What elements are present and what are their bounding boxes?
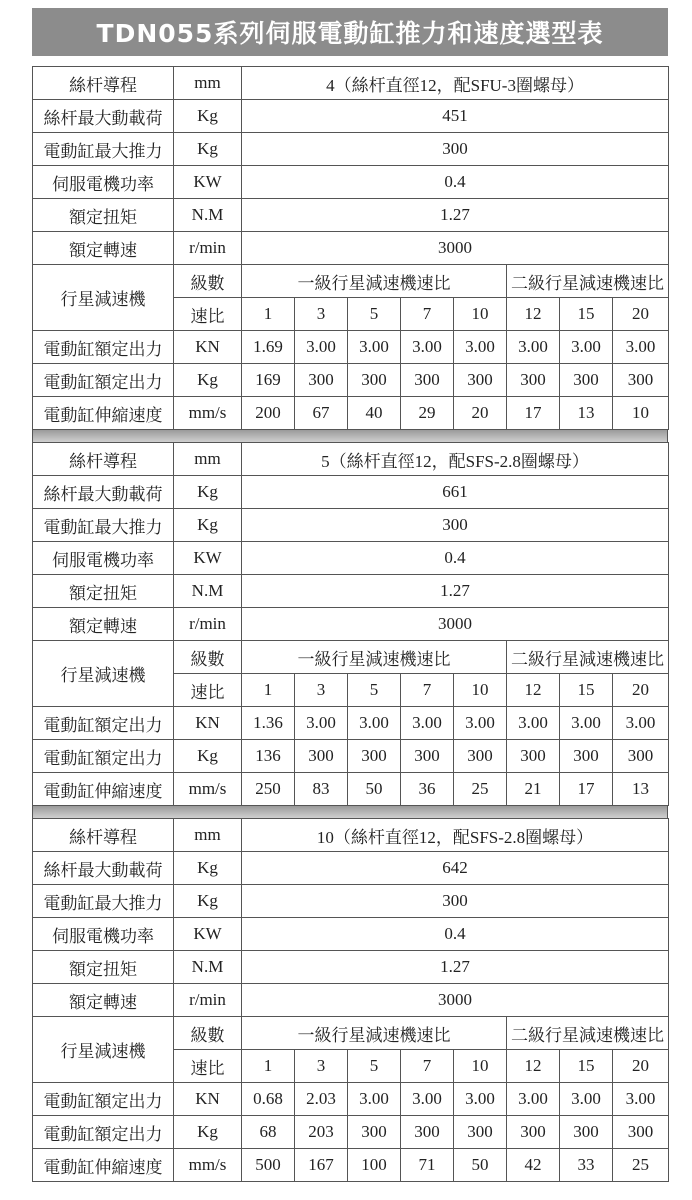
max-thrust-value: 300 <box>242 885 669 918</box>
speed-value: 25 <box>454 773 507 806</box>
motor-power-unit: KW <box>174 166 242 199</box>
table-row <box>33 265 669 298</box>
rated-speed-unit: r/min <box>174 232 242 265</box>
max-load-unit: Kg <box>174 100 242 133</box>
table-row <box>33 608 669 641</box>
ratio-cell: 10 <box>454 674 507 707</box>
stage1-ratio-header: 一級行星減速機速比 <box>242 641 507 674</box>
output-kg-label: 電動缸額定出力 <box>33 364 174 397</box>
max-thrust-unit: Kg <box>174 133 242 166</box>
rated-speed-label: 額定轉速 <box>33 232 174 265</box>
ratio-cell: 5 <box>348 674 401 707</box>
max-thrust-unit: Kg <box>174 885 242 918</box>
table-row <box>33 918 669 951</box>
output-kn-value: 3.00 <box>613 331 669 364</box>
ratio-cell: 15 <box>560 1050 613 1083</box>
output-kg-label: 電動缸額定出力 <box>33 740 174 773</box>
output-kn-value: 2.03 <box>295 1083 348 1116</box>
output-kg-value: 300 <box>295 740 348 773</box>
rated-torque-label: 額定扭矩 <box>33 951 174 984</box>
speed-value: 50 <box>454 1149 507 1182</box>
table-row <box>33 166 669 199</box>
output-kn-value: 3.00 <box>560 1083 613 1116</box>
ratio-cell: 3 <box>295 1050 348 1083</box>
stage1-ratio-header: 一級行星減速機速比 <box>242 265 507 298</box>
output-kn-value: 3.00 <box>348 1083 401 1116</box>
output-kn-label: 電動缸額定出力 <box>33 331 174 364</box>
output-kg-value: 68 <box>242 1116 295 1149</box>
lead-value: 4（絲杆直徑12，配SFU-3圈螺母） <box>242 67 669 100</box>
gearbox-label: 行星減速機 <box>33 641 174 707</box>
output-kg-value: 300 <box>454 1116 507 1149</box>
spec-tables <box>32 66 668 1182</box>
speed-value: 200 <box>242 397 295 430</box>
output-kg-value: 300 <box>295 364 348 397</box>
rated-torque-unit: N.M <box>174 575 242 608</box>
table-row <box>33 542 669 575</box>
motor-power-label: 伺服電機功率 <box>33 542 174 575</box>
output-kn-value: 3.00 <box>454 331 507 364</box>
gearbox-level-label: 級數 <box>174 641 242 674</box>
gearbox-ratio-label: 速比 <box>174 1050 242 1083</box>
rated-torque-label: 額定扭矩 <box>33 199 174 232</box>
table-row <box>33 641 669 674</box>
speed-value: 10 <box>613 397 669 430</box>
table-row <box>33 707 669 740</box>
gearbox-ratio-label: 速比 <box>174 674 242 707</box>
gearbox-level-label: 級數 <box>174 1017 242 1050</box>
output-kn-label: 電動缸額定出力 <box>33 1083 174 1116</box>
max-thrust-label: 電動缸最大推力 <box>33 133 174 166</box>
output-kn-value: 1.36 <box>242 707 295 740</box>
output-kg-value: 300 <box>348 1116 401 1149</box>
table-row <box>33 133 669 166</box>
motor-power-value: 0.4 <box>242 918 669 951</box>
speed-value: 33 <box>560 1149 613 1182</box>
output-kn-value: 3.00 <box>507 1083 560 1116</box>
max-load-value: 451 <box>242 100 669 133</box>
table-row <box>33 773 669 806</box>
output-kn-value: 3.00 <box>560 331 613 364</box>
rated-speed-unit: r/min <box>174 608 242 641</box>
ratio-cell: 7 <box>401 1050 454 1083</box>
speed-label: 電動缸伸縮速度 <box>33 1149 174 1182</box>
rated-torque-unit: N.M <box>174 199 242 232</box>
ratio-cell: 7 <box>401 298 454 331</box>
output-kg-label: 電動缸額定出力 <box>33 1116 174 1149</box>
lead-unit: mm <box>174 443 242 476</box>
max-thrust-label: 電動缸最大推力 <box>33 885 174 918</box>
output-kg-value: 300 <box>560 740 613 773</box>
table-row <box>33 575 669 608</box>
speed-value: 100 <box>348 1149 401 1182</box>
speed-value: 17 <box>507 397 560 430</box>
output-kn-unit: KN <box>174 331 242 364</box>
stage1-ratio-header: 一級行星減速機速比 <box>242 1017 507 1050</box>
ratio-cell: 20 <box>613 1050 669 1083</box>
speed-value: 67 <box>295 397 348 430</box>
lead-label: 絲杆導程 <box>33 443 174 476</box>
motor-power-value: 0.4 <box>242 542 669 575</box>
output-kn-value: 3.00 <box>613 1083 669 1116</box>
table-row <box>33 1017 669 1050</box>
speed-value: 13 <box>560 397 613 430</box>
max-thrust-label: 電動缸最大推力 <box>33 509 174 542</box>
table-row <box>33 443 669 476</box>
gearbox-label: 行星減速機 <box>33 265 174 331</box>
rated-torque-label: 額定扭矩 <box>33 575 174 608</box>
ratio-cell: 12 <box>507 1050 560 1083</box>
output-kg-value: 136 <box>242 740 295 773</box>
speed-value: 21 <box>507 773 560 806</box>
speed-unit: mm/s <box>174 773 242 806</box>
ratio-cell: 10 <box>454 298 507 331</box>
output-kn-value: 3.00 <box>507 331 560 364</box>
output-kg-unit: Kg <box>174 740 242 773</box>
table-row <box>33 1116 669 1149</box>
output-kn-value: 3.00 <box>401 707 454 740</box>
motor-power-unit: KW <box>174 542 242 575</box>
speed-value: 40 <box>348 397 401 430</box>
output-kg-value: 300 <box>348 740 401 773</box>
table-row <box>33 232 669 265</box>
output-kg-value: 169 <box>242 364 295 397</box>
speed-value: 29 <box>401 397 454 430</box>
speed-value: 83 <box>295 773 348 806</box>
ratio-cell: 10 <box>454 1050 507 1083</box>
speed-label: 電動缸伸縮速度 <box>33 773 174 806</box>
output-kg-value: 300 <box>560 1116 613 1149</box>
ratio-cell: 12 <box>507 298 560 331</box>
lead-label: 絲杆導程 <box>33 819 174 852</box>
speed-unit: mm/s <box>174 1149 242 1182</box>
output-kn-value: 3.00 <box>348 331 401 364</box>
ratio-cell: 20 <box>613 674 669 707</box>
output-kn-value: 3.00 <box>348 707 401 740</box>
gearbox-label: 行星減速機 <box>33 1017 174 1083</box>
max-load-label: 絲杆最大動載荷 <box>33 476 174 509</box>
speed-value: 13 <box>613 773 669 806</box>
ratio-cell: 1 <box>242 298 295 331</box>
output-kn-value: 3.00 <box>507 707 560 740</box>
speed-value: 25 <box>613 1149 669 1182</box>
output-kg-value: 300 <box>454 364 507 397</box>
lead-unit: mm <box>174 67 242 100</box>
output-kg-unit: Kg <box>174 364 242 397</box>
page-title: TDN055系列伺服電動缸推力和速度選型表 <box>32 8 668 56</box>
ratio-cell: 15 <box>560 298 613 331</box>
gearbox-level-label: 級數 <box>174 265 242 298</box>
output-kg-value: 300 <box>348 364 401 397</box>
lead-value: 5（絲杆直徑12，配SFS-2.8圈螺母） <box>242 443 669 476</box>
output-kg-value: 300 <box>507 1116 560 1149</box>
speed-value: 36 <box>401 773 454 806</box>
table-row <box>33 984 669 1017</box>
ratio-cell: 15 <box>560 674 613 707</box>
rated-speed-unit: r/min <box>174 984 242 1017</box>
output-kn-value: 3.00 <box>454 1083 507 1116</box>
max-thrust-value: 300 <box>242 509 669 542</box>
table-row <box>33 331 669 364</box>
max-thrust-unit: Kg <box>174 509 242 542</box>
speed-value: 17 <box>560 773 613 806</box>
rated-speed-label: 額定轉速 <box>33 984 174 1017</box>
speed-value: 500 <box>242 1149 295 1182</box>
rated-speed-value: 3000 <box>242 984 669 1017</box>
output-kg-value: 300 <box>613 1116 669 1149</box>
output-kg-value: 300 <box>507 740 560 773</box>
speed-value: 42 <box>507 1149 560 1182</box>
table-row <box>33 885 669 918</box>
spec-table <box>32 66 669 430</box>
gearbox-ratio-label: 速比 <box>174 298 242 331</box>
output-kn-value: 3.00 <box>295 331 348 364</box>
ratio-cell: 1 <box>242 1050 295 1083</box>
rated-speed-value: 3000 <box>242 608 669 641</box>
table-row <box>33 199 669 232</box>
output-kn-value: 3.00 <box>613 707 669 740</box>
max-load-label: 絲杆最大動載荷 <box>33 100 174 133</box>
max-load-unit: Kg <box>174 852 242 885</box>
output-kn-value: 3.00 <box>560 707 613 740</box>
stage2-ratio-header: 二級行星減速機速比 <box>507 265 669 298</box>
ratio-cell: 1 <box>242 674 295 707</box>
section-divider <box>32 430 668 442</box>
rated-torque-unit: N.M <box>174 951 242 984</box>
ratio-cell: 5 <box>348 1050 401 1083</box>
output-kn-value: 1.69 <box>242 331 295 364</box>
table-row <box>33 67 669 100</box>
max-load-label: 絲杆最大動載荷 <box>33 852 174 885</box>
rated-torque-value: 1.27 <box>242 199 669 232</box>
output-kg-value: 300 <box>560 364 613 397</box>
output-kg-value: 300 <box>454 740 507 773</box>
rated-torque-value: 1.27 <box>242 575 669 608</box>
table-row <box>33 364 669 397</box>
output-kg-value: 203 <box>295 1116 348 1149</box>
table-row <box>33 100 669 133</box>
output-kn-value: 3.00 <box>401 1083 454 1116</box>
motor-power-label: 伺服電機功率 <box>33 166 174 199</box>
ratio-cell: 20 <box>613 298 669 331</box>
ratio-cell: 7 <box>401 674 454 707</box>
max-load-unit: Kg <box>174 476 242 509</box>
table-row <box>33 476 669 509</box>
output-kg-unit: Kg <box>174 1116 242 1149</box>
table-row <box>33 740 669 773</box>
output-kg-value: 300 <box>507 364 560 397</box>
stage2-ratio-header: 二級行星減速機速比 <box>507 1017 669 1050</box>
rated-speed-label: 額定轉速 <box>33 608 174 641</box>
table-row <box>33 852 669 885</box>
speed-value: 50 <box>348 773 401 806</box>
output-kn-value: 3.00 <box>295 707 348 740</box>
table-row <box>33 1083 669 1116</box>
lead-label: 絲杆導程 <box>33 67 174 100</box>
speed-unit: mm/s <box>174 397 242 430</box>
output-kg-value: 300 <box>613 740 669 773</box>
table-row <box>33 819 669 852</box>
rated-torque-value: 1.27 <box>242 951 669 984</box>
motor-power-label: 伺服電機功率 <box>33 918 174 951</box>
output-kn-label: 電動缸額定出力 <box>33 707 174 740</box>
motor-power-unit: KW <box>174 918 242 951</box>
output-kg-value: 300 <box>613 364 669 397</box>
speed-value: 20 <box>454 397 507 430</box>
speed-value: 167 <box>295 1149 348 1182</box>
ratio-cell: 12 <box>507 674 560 707</box>
table-row <box>33 951 669 984</box>
output-kn-value: 0.68 <box>242 1083 295 1116</box>
output-kg-value: 300 <box>401 364 454 397</box>
max-load-value: 661 <box>242 476 669 509</box>
table-row <box>33 509 669 542</box>
ratio-cell: 5 <box>348 298 401 331</box>
output-kg-value: 300 <box>401 740 454 773</box>
speed-value: 250 <box>242 773 295 806</box>
spec-table <box>32 818 669 1182</box>
section-divider <box>32 806 668 818</box>
output-kn-value: 3.00 <box>454 707 507 740</box>
spec-table <box>32 442 669 806</box>
output-kg-value: 300 <box>401 1116 454 1149</box>
table-row <box>33 1149 669 1182</box>
lead-unit: mm <box>174 819 242 852</box>
rated-speed-value: 3000 <box>242 232 669 265</box>
stage2-ratio-header: 二級行星減速機速比 <box>507 641 669 674</box>
speed-label: 電動缸伸縮速度 <box>33 397 174 430</box>
ratio-cell: 3 <box>295 674 348 707</box>
output-kn-unit: KN <box>174 1083 242 1116</box>
motor-power-value: 0.4 <box>242 166 669 199</box>
output-kn-unit: KN <box>174 707 242 740</box>
max-thrust-value: 300 <box>242 133 669 166</box>
ratio-cell: 3 <box>295 298 348 331</box>
lead-value: 10（絲杆直徑12，配SFS-2.8圈螺母） <box>242 819 669 852</box>
speed-value: 71 <box>401 1149 454 1182</box>
max-load-value: 642 <box>242 852 669 885</box>
output-kn-value: 3.00 <box>401 331 454 364</box>
table-row <box>33 397 669 430</box>
